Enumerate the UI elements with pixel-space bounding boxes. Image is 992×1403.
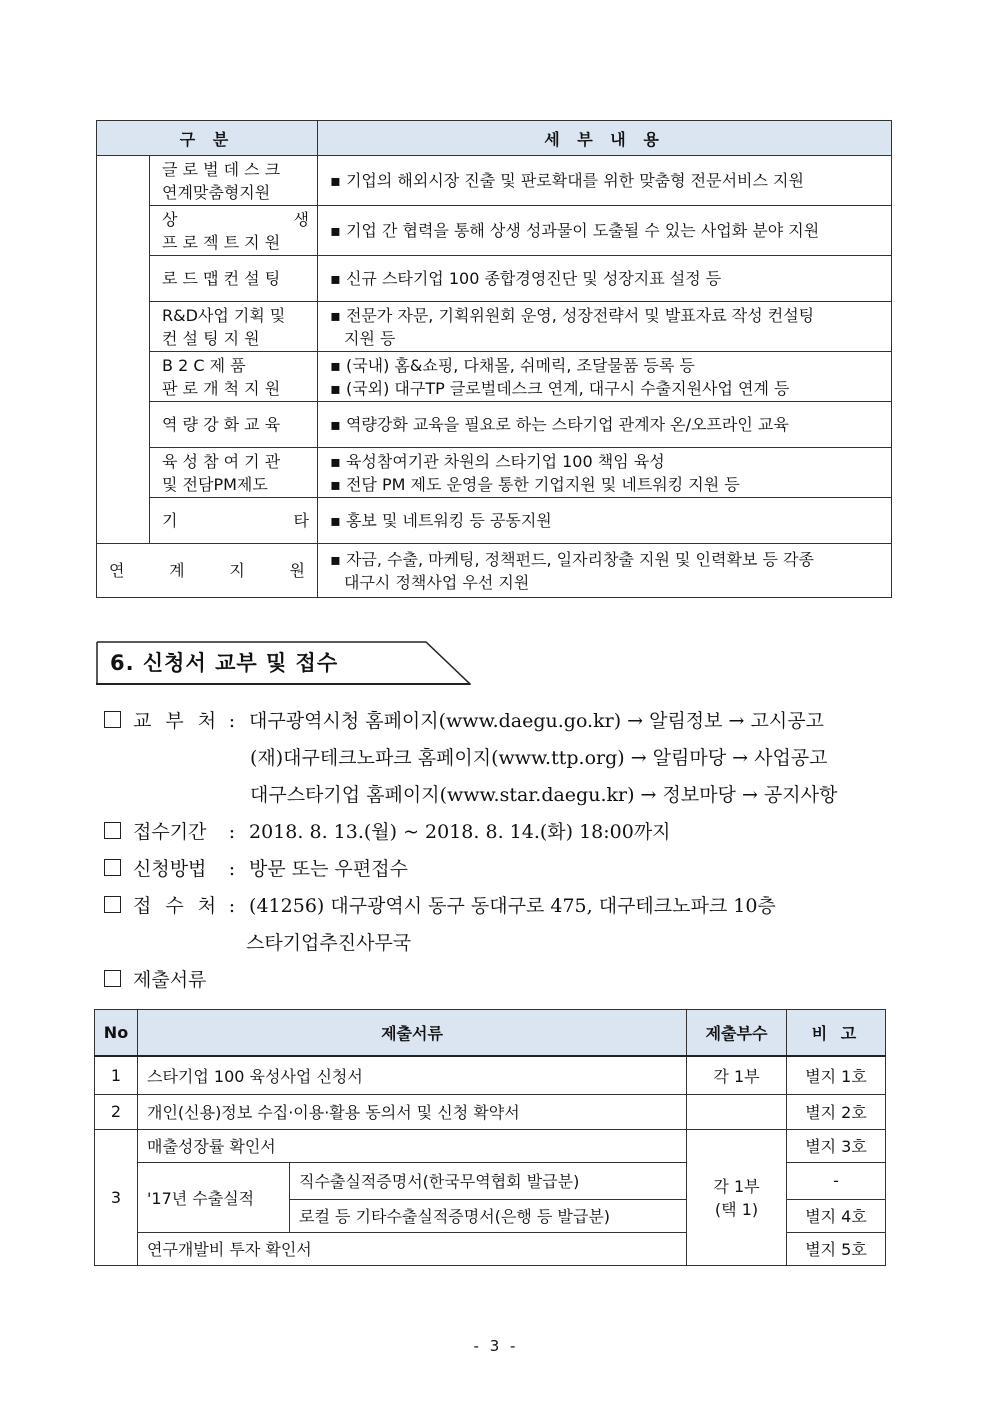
place-item: 접 수 처 : (41256) 대구광역시 동구 동대구로 475, 대구테크노파크 10층 bbox=[104, 888, 904, 925]
row-note: 별지 2호 bbox=[787, 1094, 886, 1129]
issue-place-line: (재)대구테크노파크 홈페이지(www.ttp.org) → 알림마당 → 사업공고 bbox=[250, 747, 828, 769]
row-label: R&D사업 기획 및 컨 설 팅 지 원 bbox=[150, 302, 318, 352]
row-content: ▪ 기업의 해외시장 진출 및 판로확대를 위한 맞춤형 전문서비스 지원 bbox=[318, 156, 892, 206]
category-blank-cell bbox=[97, 156, 150, 544]
row-label: 글 로 벌 데 스 크 연계맞춤형지원 bbox=[150, 156, 318, 206]
row-content: ▪ 홍보 및 네트워킹 등 공동지원 bbox=[318, 498, 892, 544]
issue-place-line: 대구광역시청 홈페이지(www.daegu.go.kr) → 알림정보 → 고시공고 bbox=[249, 710, 824, 732]
page-number: - 3 - bbox=[473, 1337, 519, 1355]
period-label: 접수기간 bbox=[133, 821, 207, 843]
checkbox-icon bbox=[104, 711, 121, 728]
row-content: ▪ 전문가 자문, 기획위원회 운영, 성장전략서 및 발표자료 작성 컨설팅 지원 등 bbox=[318, 302, 892, 352]
row-document: 직수출실적증명서(한국무역협회 발급분) bbox=[290, 1162, 687, 1199]
issue-place-line: 대구스타기업 홈페이지(www.star.daegu.kr) → 정보마당 → 공지사항 bbox=[250, 784, 838, 806]
row-copies: 각 1부 (택 1) bbox=[687, 1129, 787, 1265]
row-document: 개인(신용)정보 수집·이용·활용 동의서 및 신청 확약서 bbox=[138, 1094, 687, 1129]
row-document: 매출성장률 확인서 bbox=[138, 1129, 687, 1162]
row-no: 1 bbox=[95, 1056, 138, 1094]
row-label: 역 량 강 화 교 육 bbox=[150, 402, 318, 448]
section-title: 6. 신청서 교부 및 접수 bbox=[110, 651, 339, 675]
row-content: ▪ (국내) 홈&쇼핑, 다채몰, 쉬메릭, 조달물품 등록 등 ▪ (국외) 대구TP 글로벌데스크 연계, 대구시 수출지원사업 연계 등 bbox=[318, 352, 892, 402]
docs-label: 제출서류 bbox=[133, 969, 207, 991]
section-heading bbox=[96, 641, 471, 685]
linked-support-label: 연 계 지 원 bbox=[97, 544, 318, 598]
header-category: 구 분 bbox=[97, 121, 318, 156]
header-note: 비 고 bbox=[787, 1010, 886, 1057]
place-line: 스타기업추진사무국 bbox=[246, 932, 412, 954]
row-label: 기 타 bbox=[150, 498, 318, 544]
method-value: 방문 또는 우편접수 bbox=[249, 858, 408, 880]
row-document: 로컬 등 기타수출실적증명서(은행 등 발급분) bbox=[290, 1199, 687, 1232]
issue-place-item: 교 부 처 : 대구광역시청 홈페이지(www.daegu.go.kr) → 알림정보 → 고시공고 bbox=[104, 703, 904, 740]
checkbox-icon bbox=[104, 822, 121, 839]
period-item: 접수기간 : 2018. 8. 13.(월) ~ 2018. 8. 14.(화) 18:00까지 bbox=[104, 814, 904, 851]
support-details-table bbox=[96, 120, 892, 598]
row-no: 2 bbox=[95, 1094, 138, 1129]
row-content: ▪ 역량강화 교육을 필요로 하는 스타기업 관계자 온/오프라인 교육 bbox=[318, 402, 892, 448]
row-note: 별지 3호 bbox=[787, 1129, 886, 1162]
header-document: 제출서류 bbox=[138, 1010, 687, 1057]
method-label: 신청방법 bbox=[133, 858, 207, 880]
docs-item bbox=[104, 962, 904, 999]
row-note: 별지 5호 bbox=[787, 1232, 886, 1265]
row-label: 로 드 맵 컨 설 팅 bbox=[150, 256, 318, 302]
row-no: 3 bbox=[95, 1129, 138, 1265]
period-value: 2018. 8. 13.(월) ~ 2018. 8. 14.(화) 18:00까지 bbox=[249, 821, 671, 843]
row-content: ▪ 육성참여기관 차원의 스타기업 100 책임 육성 ▪ 전담 PM 제도 운영을 통한 기업지원 및 네트워킹 지원 등 bbox=[318, 448, 892, 498]
row-note: 별지 1호 bbox=[787, 1056, 886, 1094]
issue-place-label: 교 부 처 bbox=[133, 710, 221, 732]
row-note: 별지 4호 bbox=[787, 1199, 886, 1232]
application-info-list bbox=[104, 703, 904, 999]
header-no: No bbox=[95, 1010, 138, 1057]
documents-table bbox=[94, 1009, 886, 1266]
row-content: ▪ 신규 스타기업 100 종합경영진단 및 성장지표 설정 등 bbox=[318, 256, 892, 302]
row-note: - bbox=[787, 1162, 886, 1199]
export-label: '17년 수출실적 bbox=[138, 1162, 290, 1232]
row-document: 스타기업 100 육성사업 신청서 bbox=[138, 1056, 687, 1094]
checkbox-icon bbox=[104, 970, 121, 987]
linked-support-content: ▪ 자금, 수출, 마케팅, 정책펀드, 일자리창출 지원 및 인력확보 등 각종 대구시 정책사업 우선 지원 bbox=[318, 544, 892, 598]
row-label: B 2 C 제 품 판 로 개 척 지 원 bbox=[150, 352, 318, 402]
row-content: ▪ 기업 간 협력을 통해 상생 성과물이 도출될 수 있는 사업화 분야 지원 bbox=[318, 206, 892, 256]
row-copies bbox=[687, 1094, 787, 1129]
header-details: 세 부 내 용 bbox=[318, 121, 892, 156]
row-copies: 각 1부 bbox=[687, 1056, 787, 1094]
row-label: 육 성 참 여 기 관 및 전담PM제도 bbox=[150, 448, 318, 498]
header-copies: 제출부수 bbox=[687, 1010, 787, 1057]
method-item: 신청방법 : 방문 또는 우편접수 bbox=[104, 851, 904, 888]
place-line: (41256) 대구광역시 동구 동대구로 475, 대구테크노파크 10층 bbox=[249, 895, 776, 917]
place-label: 접 수 처 bbox=[133, 895, 221, 917]
checkbox-icon bbox=[104, 896, 121, 913]
row-document: 연구개발비 투자 확인서 bbox=[138, 1232, 687, 1265]
row-label: 상 생 프 로 젝 트 지 원 bbox=[150, 206, 318, 256]
checkbox-icon bbox=[104, 859, 121, 876]
